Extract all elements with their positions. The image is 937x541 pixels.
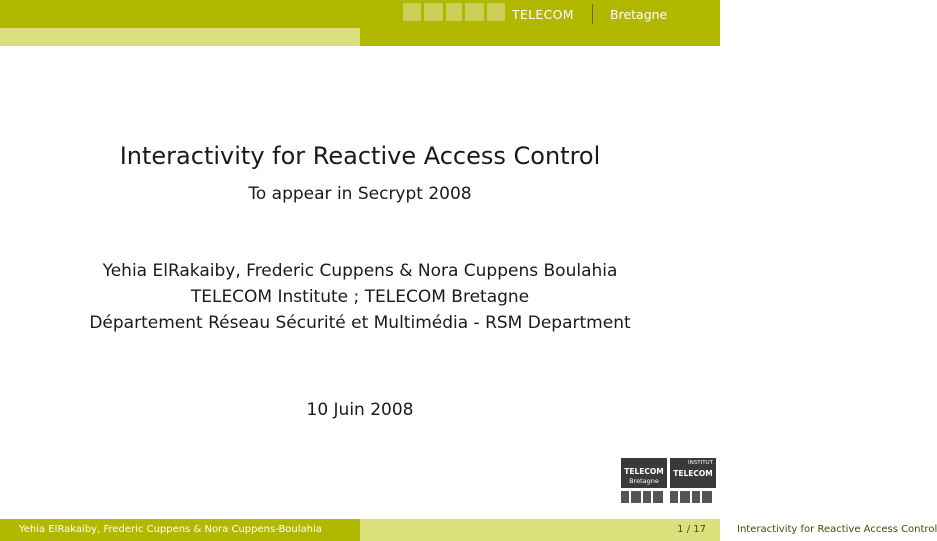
header-school[interactable]: Bretagne — [610, 7, 668, 22]
author-block — [0, 258, 720, 336]
affiliation-1: TELECOM Institute ; TELECOM Bretagne — [190, 287, 530, 307]
footer-right — [360, 519, 937, 541]
slide-title: Interactivity for Reactive Access Control — [119, 142, 601, 170]
page-number: 1 / 17 — [677, 524, 706, 535]
slide-date: 10 Juin 2008 — [306, 400, 414, 420]
header-subbar-right — [360, 28, 720, 46]
affiliation-2: Département Réseau Sécurité et Multimédia - RSM Department — [89, 313, 631, 333]
header-subbar-left — [0, 28, 360, 46]
telecom-logo — [621, 458, 716, 503]
footer-left — [0, 519, 360, 541]
logo-right-bottom: TELECOM — [673, 469, 713, 478]
footer-bar — [0, 519, 937, 541]
header-bar — [0, 0, 720, 28]
logo-glyphs-left — [621, 491, 667, 503]
logo-right-top: INSTITUT — [688, 460, 713, 466]
telecom-glyph-logo — [403, 3, 505, 25]
logo-left-top: TELECOM — [624, 467, 664, 476]
logo-glyphs-right — [670, 491, 716, 503]
footer-title[interactable]: Interactivity for Reactive Access Control — [737, 524, 937, 535]
institut-telecom-logo — [670, 458, 716, 488]
slide-subtitle: To appear in Secrypt 2008 — [248, 184, 472, 204]
header-divider — [592, 4, 593, 24]
footer-authors[interactable]: Yehia ElRakaiby, Frederic Cuppens & Nora Cuppens-Boulahia — [19, 524, 322, 535]
authors: Yehia ElRakaiby, Frederic Cuppens & Nora Cuppens Boulahia — [102, 261, 618, 281]
header-institution[interactable]: TELECOM — [512, 7, 574, 22]
logo-left-bottom: Bretagne — [629, 477, 659, 485]
telecom-bretagne-logo — [621, 458, 667, 488]
